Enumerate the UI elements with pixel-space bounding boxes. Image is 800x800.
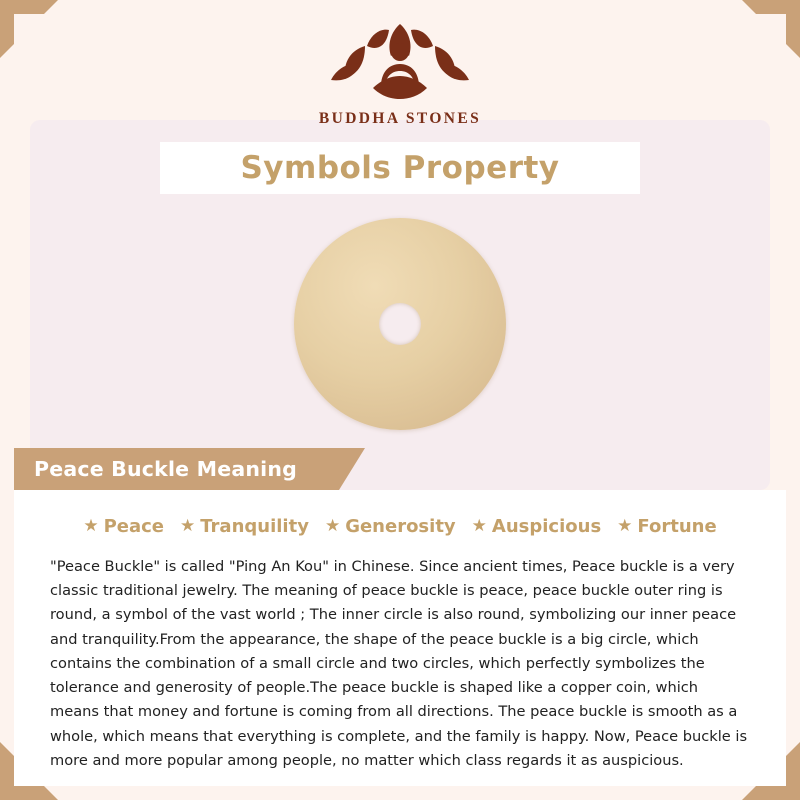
star-icon: ★ <box>180 516 196 536</box>
keyword-label: Tranquility <box>200 516 309 537</box>
section-ribbon <box>14 448 339 490</box>
peace-buckle-disc-hole <box>379 303 421 345</box>
brand-name: BUDDHA STONES <box>318 110 482 127</box>
section-ribbon-label: Peace Buckle Meaning <box>34 457 298 481</box>
content-area <box>14 490 786 786</box>
keyword-label: Peace <box>103 516 164 537</box>
peace-buckle-disc <box>294 218 506 430</box>
brand-logo-area <box>0 18 800 128</box>
keyword-item <box>472 516 602 537</box>
keyword-label: Fortune <box>637 516 717 537</box>
keyword-item <box>83 516 164 537</box>
keyword-label: Generosity <box>345 516 456 537</box>
page-title: Symbols Property <box>240 150 560 186</box>
star-icon: ★ <box>471 516 487 536</box>
keyword-list <box>14 490 786 537</box>
star-icon: ★ <box>324 516 341 536</box>
keyword-label: Auspicious <box>491 516 602 537</box>
keyword-item <box>617 516 717 537</box>
star-icon: ★ <box>617 516 633 536</box>
keyword-item <box>180 516 309 537</box>
keyword-item <box>325 516 456 537</box>
hero-image <box>0 218 800 430</box>
section-ribbon-tail <box>339 448 365 490</box>
star-icon: ★ <box>83 516 99 536</box>
description-paragraph: "Peace Buckle" is called "Ping An Kou" in Chinese. Since ancient times, Peace buckle is a very classic traditional jewelry. The meaning of peace buckle is peace, peace buckle outer ring is round, a symbol of the vast world ; The inner circle is also round, symbolizing our inner peace and tranquility.From the appearance, the shape of the peace buckle is a big circle, which contains the combination of a small circle and two circles, which perfectly symbolizes the tolerance and generosity of people.The peace buckle is shaped like a copper coin, which means that money and fortune is coming from all directions. The peace buckle is smooth as a whole, which means that everything is complete, and the family is happy. Now, Peace buckle is more and more popular among people, no matter which class regards it as auspicious. <box>50 558 748 769</box>
lotus-meditation-icon <box>325 18 475 106</box>
page-title-bar <box>160 142 640 194</box>
